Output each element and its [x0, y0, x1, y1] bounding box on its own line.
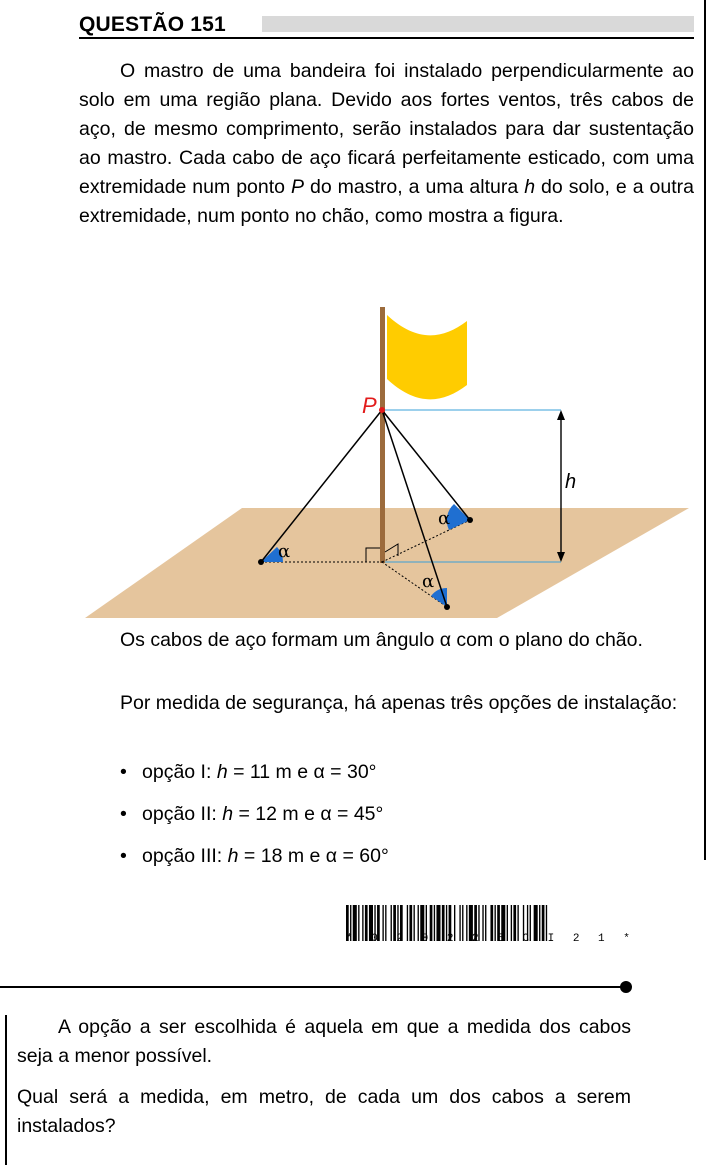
- option-prefix: opção II:: [142, 803, 223, 825]
- alpha-label-right: α: [438, 508, 451, 529]
- barcode-text: [346, 933, 630, 945]
- barcode-char: C: [522, 933, 530, 945]
- barcode-char: 2: [572, 933, 580, 945]
- intro-text-2: do mastro, a uma altura: [304, 176, 525, 198]
- barcode-char: 0: [371, 933, 378, 945]
- header-gray-bar: [262, 16, 694, 32]
- right-margin-rule: [704, 0, 706, 860]
- option-value: = 18 m e α = 60°: [238, 845, 389, 867]
- intro-text-1: O mastro de uma bandeira foi instalado perpendicularmente ao solo em uma região plana. Devido aos fortes ventos, três cabos de aço, de mesmo comprimento, serão instalados para dar sustentação ao mastro. Cada cabo de aço ficará perfeitamente esticado, com uma extremidade num ponto: [79, 60, 694, 198]
- height-arrow-head-top: [557, 410, 565, 420]
- continuation-paragraph-1: A opção a ser escolhida é aquela em que a medida dos cabos seja a menor possível.: [17, 1016, 631, 1067]
- intro-var-h: h: [524, 176, 536, 198]
- bullet: •: [120, 803, 127, 825]
- intro-paragraph: [79, 57, 694, 231]
- option-prefix: opção I:: [142, 761, 217, 783]
- pole: [380, 307, 385, 563]
- flagpole-figure: [85, 305, 695, 623]
- options-list: [120, 758, 389, 884]
- alpha-label-front: α: [422, 571, 435, 592]
- section-separator: [0, 986, 626, 988]
- separator-dot: [620, 981, 632, 993]
- flag: [387, 315, 467, 399]
- anchor-point-left: [258, 559, 264, 565]
- barcode-char: *: [623, 933, 630, 945]
- anchor-point-front: [444, 604, 450, 610]
- barcode-char: 2: [396, 933, 404, 945]
- option-var: h: [227, 845, 239, 867]
- question-header: [79, 12, 694, 40]
- bullet: •: [120, 845, 127, 867]
- ground-plane: [85, 508, 689, 618]
- option-item: [120, 758, 389, 800]
- option-value: = 12 m e α = 45°: [233, 803, 384, 825]
- question-title: QUESTÃO 151: [79, 13, 226, 36]
- header-underline: [79, 37, 694, 39]
- barcode-char: 1: [598, 933, 605, 945]
- alpha-label-left: α: [278, 541, 291, 562]
- barcode-char: *: [346, 933, 353, 945]
- barcode-char: 2: [446, 933, 454, 945]
- option-item: [120, 800, 389, 842]
- security-paragraph: Por medida de segurança, há apenas três opções de instalação:: [120, 692, 678, 714]
- option-var: h: [222, 803, 234, 825]
- cables-paragraph: Os cabos de aço formam um ângulo α com o plano do chão.: [120, 629, 643, 651]
- barcode-char: 2: [472, 933, 479, 945]
- continuation-question: Qual será a medida, em metro, de cada um dos cabos a serem instalados?: [17, 1086, 631, 1137]
- anchor-point-right: [467, 517, 473, 523]
- barcode-char: I: [547, 933, 555, 945]
- intro-text-3: do solo, e a outra extremidade, num ponto no chão, como mostra a figura.: [79, 176, 694, 227]
- option-var: h: [216, 761, 228, 783]
- left-margin-rule: [5, 1015, 7, 1165]
- barcode-char: 5: [497, 933, 504, 945]
- point-p-label: P: [362, 393, 377, 418]
- intro-var-p: P: [291, 176, 305, 198]
- barcode-char: 0: [421, 933, 429, 945]
- option-item: [120, 842, 389, 884]
- height-label: h: [565, 471, 577, 493]
- bullet: •: [120, 761, 127, 783]
- option-value: = 11 m e α = 30°: [227, 761, 377, 783]
- point-p: [379, 407, 385, 413]
- cable-right: [382, 410, 470, 520]
- option-prefix: opção III:: [142, 845, 228, 867]
